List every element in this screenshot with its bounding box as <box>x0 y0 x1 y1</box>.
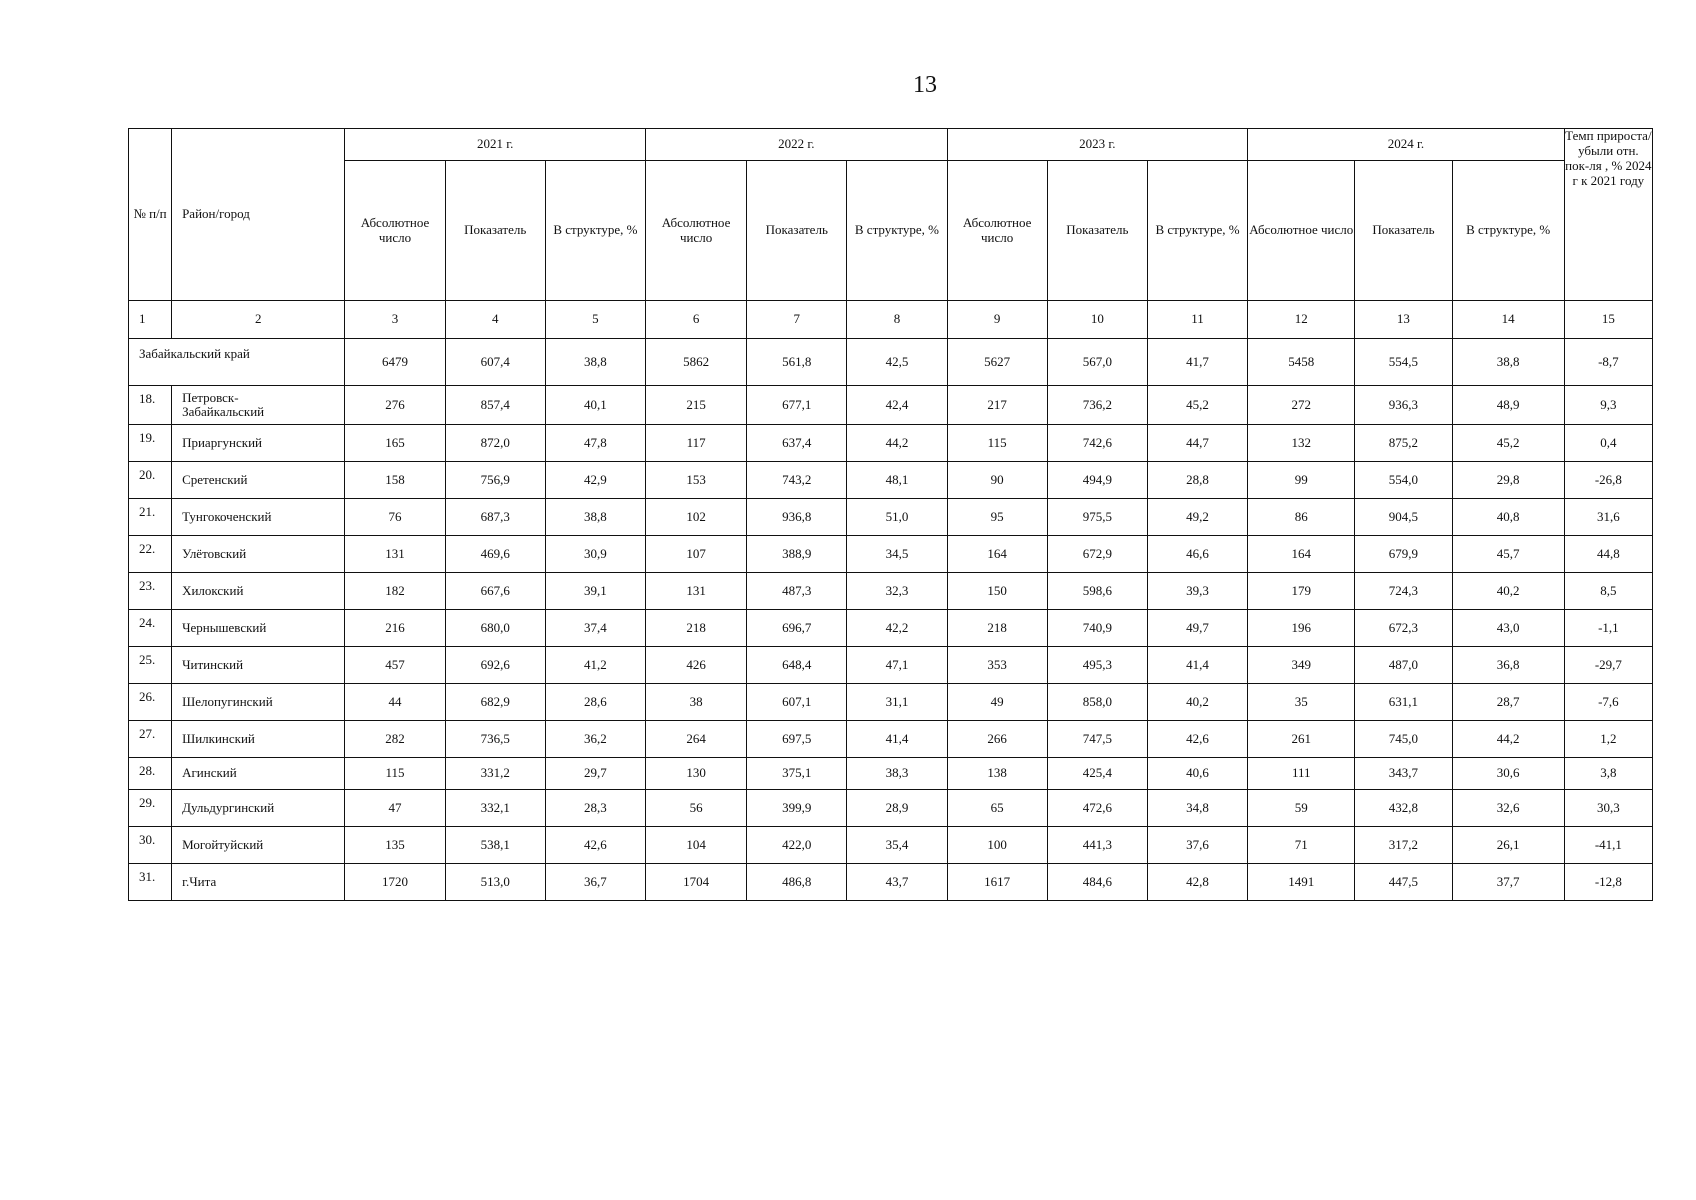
table-cell: 164 <box>947 536 1047 573</box>
table-cell: 40,2 <box>1452 573 1564 610</box>
table-cell: 276 <box>345 386 445 425</box>
table-cell: 42,9 <box>545 462 645 499</box>
column-number: 4 <box>445 301 545 339</box>
table-cell: 132 <box>1248 425 1355 462</box>
table-cell: -26,8 <box>1564 462 1652 499</box>
table-cell: 47,1 <box>847 647 947 684</box>
table-cell: 40,8 <box>1452 499 1564 536</box>
header-structure: В структуре, % <box>847 161 947 301</box>
column-number: 11 <box>1147 301 1247 339</box>
table-cell: 672,3 <box>1355 610 1452 647</box>
table-cell: 131 <box>345 536 445 573</box>
table-cell: 38,8 <box>545 499 645 536</box>
table-cell: 1704 <box>645 864 746 901</box>
table-cell: 28,6 <box>545 684 645 721</box>
row-number: 28. <box>129 758 172 790</box>
total-cell: 5458 <box>1248 339 1355 386</box>
table-cell: 742,6 <box>1047 425 1147 462</box>
header-structure: В структуре, % <box>1147 161 1247 301</box>
page-number: 13 <box>913 72 937 98</box>
table-cell: 76 <box>345 499 445 536</box>
table-cell: 102 <box>645 499 746 536</box>
table-cell: 45,2 <box>1147 386 1247 425</box>
total-cell: 38,8 <box>545 339 645 386</box>
header-growth-rate: Темп прироста/ убыли отн. пок-ля , % 2024 г к 2021 году <box>1564 129 1652 301</box>
table-cell: 28,8 <box>1147 462 1247 499</box>
table-cell: 44,2 <box>1452 721 1564 758</box>
table-cell: 182 <box>345 573 445 610</box>
table-cell: 349 <box>1248 647 1355 684</box>
table-cell: 745,0 <box>1355 721 1452 758</box>
district-name: Агинский <box>172 758 345 790</box>
total-cell: 6479 <box>345 339 445 386</box>
table-cell: 28,3 <box>545 790 645 827</box>
header-indicator: Показатель <box>747 161 847 301</box>
column-number: 6 <box>645 301 746 339</box>
table-row <box>129 536 1653 573</box>
table-cell: 56 <box>645 790 746 827</box>
table-cell: 332,1 <box>445 790 545 827</box>
district-name: Читинский <box>172 647 345 684</box>
table-cell: 115 <box>947 425 1047 462</box>
column-number: 1 <box>129 301 172 339</box>
header-indicator: Показатель <box>1047 161 1147 301</box>
table-row <box>129 790 1653 827</box>
table-cell: 9,3 <box>1564 386 1652 425</box>
table-cell: 37,7 <box>1452 864 1564 901</box>
row-number: 27. <box>129 721 172 758</box>
table-cell: -29,7 <box>1564 647 1652 684</box>
table-cell: 426 <box>645 647 746 684</box>
table-cell: 43,0 <box>1452 610 1564 647</box>
table-cell: 218 <box>947 610 1047 647</box>
table-body <box>129 386 1653 901</box>
table-cell: 680,0 <box>445 610 545 647</box>
table-cell: 736,2 <box>1047 386 1147 425</box>
table-cell: 457 <box>345 647 445 684</box>
header-year-2022: 2022 г. <box>645 129 947 161</box>
header-structure: В структуре, % <box>545 161 645 301</box>
table-cell: 164 <box>1248 536 1355 573</box>
table-cell: 47,8 <box>545 425 645 462</box>
table-cell: 45,7 <box>1452 536 1564 573</box>
column-number: 3 <box>345 301 445 339</box>
table-cell: 86 <box>1248 499 1355 536</box>
table-cell: 687,3 <box>445 499 545 536</box>
table-cell: 43,7 <box>847 864 947 901</box>
table-cell: 317,2 <box>1355 827 1452 864</box>
table-cell: 48,9 <box>1452 386 1564 425</box>
table-cell: 196 <box>1248 610 1355 647</box>
table-cell: 44 <box>345 684 445 721</box>
row-number: 21. <box>129 499 172 536</box>
table-cell: 648,4 <box>747 647 847 684</box>
table-cell: 682,9 <box>445 684 545 721</box>
table-cell: 637,4 <box>747 425 847 462</box>
table-cell: 724,3 <box>1355 573 1452 610</box>
table-cell: 104 <box>645 827 746 864</box>
table-cell: 29,8 <box>1452 462 1564 499</box>
row-number: 20. <box>129 462 172 499</box>
table-cell: 32,3 <box>847 573 947 610</box>
district-name: Улётовский <box>172 536 345 573</box>
table-cell: 31,6 <box>1564 499 1652 536</box>
table-cell: 153 <box>645 462 746 499</box>
table-cell: 422,0 <box>747 827 847 864</box>
table-cell: 28,9 <box>847 790 947 827</box>
total-cell: -8,7 <box>1564 339 1652 386</box>
table-cell: 41,2 <box>545 647 645 684</box>
table-cell: 672,9 <box>1047 536 1147 573</box>
table-cell: 49,2 <box>1147 499 1247 536</box>
table-cell: 59 <box>1248 790 1355 827</box>
table-cell: 30,3 <box>1564 790 1652 827</box>
row-number: 31. <box>129 864 172 901</box>
table-cell: 138 <box>947 758 1047 790</box>
table-cell: 472,6 <box>1047 790 1147 827</box>
table-cell: 99 <box>1248 462 1355 499</box>
table-cell: 90 <box>947 462 1047 499</box>
table-row <box>129 610 1653 647</box>
table-cell: 117 <box>645 425 746 462</box>
row-number: 18. <box>129 386 172 425</box>
table-cell: 747,5 <box>1047 721 1147 758</box>
table-cell: 936,8 <box>747 499 847 536</box>
column-number: 15 <box>1564 301 1652 339</box>
table-cell: 697,5 <box>747 721 847 758</box>
district-name: Сретенский <box>172 462 345 499</box>
table-cell: 736,5 <box>445 721 545 758</box>
row-number: 25. <box>129 647 172 684</box>
column-number: 8 <box>847 301 947 339</box>
table-cell: 45,2 <box>1452 425 1564 462</box>
table-cell: 38,3 <box>847 758 947 790</box>
table-cell: 131 <box>645 573 746 610</box>
table-cell: 179 <box>1248 573 1355 610</box>
header-indicator: Показатель <box>1355 161 1452 301</box>
table-cell: 40,1 <box>545 386 645 425</box>
table-cell: 46,6 <box>1147 536 1247 573</box>
table-cell: -7,6 <box>1564 684 1652 721</box>
header-year-2021: 2021 г. <box>345 129 646 161</box>
district-name: Петровск- Забайкальский <box>172 386 345 425</box>
table-cell: 469,6 <box>445 536 545 573</box>
table-row <box>129 573 1653 610</box>
total-cell: 38,8 <box>1452 339 1564 386</box>
table-cell: 261 <box>1248 721 1355 758</box>
table-cell: 554,0 <box>1355 462 1452 499</box>
table-cell: 218 <box>645 610 746 647</box>
table-cell: -1,1 <box>1564 610 1652 647</box>
table-cell: 975,5 <box>1047 499 1147 536</box>
total-cell: 567,0 <box>1047 339 1147 386</box>
table-cell: 343,7 <box>1355 758 1452 790</box>
table-cell: 282 <box>345 721 445 758</box>
table-cell: 513,0 <box>445 864 545 901</box>
table-cell: 44,7 <box>1147 425 1247 462</box>
total-cell: 41,7 <box>1147 339 1247 386</box>
table-cell: 8,5 <box>1564 573 1652 610</box>
table-cell: 35 <box>1248 684 1355 721</box>
table-cell: 740,9 <box>1047 610 1147 647</box>
table-cell: 272 <box>1248 386 1355 425</box>
table-cell: 598,6 <box>1047 573 1147 610</box>
table-cell: 936,3 <box>1355 386 1452 425</box>
row-number: 30. <box>129 827 172 864</box>
table-cell: 667,6 <box>445 573 545 610</box>
header-number: № п/п <box>129 129 172 301</box>
table-cell: 1617 <box>947 864 1047 901</box>
table-cell: 743,2 <box>747 462 847 499</box>
district-name: Шилкинский <box>172 721 345 758</box>
table-cell: 39,3 <box>1147 573 1247 610</box>
table-cell: 1720 <box>345 864 445 901</box>
statistics-table <box>128 128 1653 901</box>
column-number: 5 <box>545 301 645 339</box>
row-number: 19. <box>129 425 172 462</box>
table-row <box>129 462 1653 499</box>
table-cell: 26,1 <box>1452 827 1564 864</box>
table-row <box>129 499 1653 536</box>
table-cell: 1491 <box>1248 864 1355 901</box>
column-number: 7 <box>747 301 847 339</box>
table-cell: 34,8 <box>1147 790 1247 827</box>
table-row <box>129 684 1653 721</box>
table-cell: 135 <box>345 827 445 864</box>
table-row <box>129 425 1653 462</box>
table-cell: 484,6 <box>1047 864 1147 901</box>
table-row <box>129 721 1653 758</box>
column-number: 10 <box>1047 301 1147 339</box>
table-cell: 375,1 <box>747 758 847 790</box>
table-cell: 487,0 <box>1355 647 1452 684</box>
table-cell: 875,2 <box>1355 425 1452 462</box>
row-number: 22. <box>129 536 172 573</box>
table-cell: 858,0 <box>1047 684 1147 721</box>
table-cell: 264 <box>645 721 746 758</box>
table-cell: 31,1 <box>847 684 947 721</box>
table-cell: 487,3 <box>747 573 847 610</box>
table-row <box>129 647 1653 684</box>
table-cell: 692,6 <box>445 647 545 684</box>
total-name: Забайкальский край <box>129 339 345 386</box>
table-cell: 425,4 <box>1047 758 1147 790</box>
column-number: 9 <box>947 301 1047 339</box>
table-cell: 756,9 <box>445 462 545 499</box>
total-row <box>129 339 1653 386</box>
table-cell: 107 <box>645 536 746 573</box>
table-row <box>129 386 1653 425</box>
table-cell: 42,6 <box>1147 721 1247 758</box>
header-structure: В структуре, % <box>1452 161 1564 301</box>
table-cell: 36,8 <box>1452 647 1564 684</box>
table-cell: 30,6 <box>1452 758 1564 790</box>
table-cell: 42,4 <box>847 386 947 425</box>
row-number: 24. <box>129 610 172 647</box>
table-cell: 48,1 <box>847 462 947 499</box>
header-district: Район/город <box>172 129 345 301</box>
table-cell: 130 <box>645 758 746 790</box>
table-cell: 37,4 <box>545 610 645 647</box>
table-cell: 486,8 <box>747 864 847 901</box>
column-number: 13 <box>1355 301 1452 339</box>
header-absolute: Абсолютное число <box>645 161 746 301</box>
total-cell: 42,5 <box>847 339 947 386</box>
table-cell: 47 <box>345 790 445 827</box>
district-name: г.Чита <box>172 864 345 901</box>
table-cell: 42,8 <box>1147 864 1247 901</box>
table-cell: 40,2 <box>1147 684 1247 721</box>
table-cell: 538,1 <box>445 827 545 864</box>
table-cell: 266 <box>947 721 1047 758</box>
column-number: 14 <box>1452 301 1564 339</box>
total-cell: 554,5 <box>1355 339 1452 386</box>
table-cell: 441,3 <box>1047 827 1147 864</box>
header-indicator: Показатель <box>445 161 545 301</box>
row-number: 26. <box>129 684 172 721</box>
table-cell: 631,1 <box>1355 684 1452 721</box>
table-row <box>129 827 1653 864</box>
table-cell: 36,7 <box>545 864 645 901</box>
table-cell: 34,5 <box>847 536 947 573</box>
table-cell: 331,2 <box>445 758 545 790</box>
district-name: Могойтуйский <box>172 827 345 864</box>
district-name: Тунгокоченский <box>172 499 345 536</box>
table-cell: 399,9 <box>747 790 847 827</box>
table-cell: 111 <box>1248 758 1355 790</box>
district-name: Шелопугинский <box>172 684 345 721</box>
district-name: Дульдургинский <box>172 790 345 827</box>
table-cell: 495,3 <box>1047 647 1147 684</box>
table-cell: 38 <box>645 684 746 721</box>
row-number: 29. <box>129 790 172 827</box>
table-cell: 216 <box>345 610 445 647</box>
table-cell: 42,2 <box>847 610 947 647</box>
total-cell: 5627 <box>947 339 1047 386</box>
table-cell: 215 <box>645 386 746 425</box>
district-name: Чернышевский <box>172 610 345 647</box>
column-number: 12 <box>1248 301 1355 339</box>
table-cell: 150 <box>947 573 1047 610</box>
table-cell: 432,8 <box>1355 790 1452 827</box>
table-cell: 36,2 <box>545 721 645 758</box>
table-cell: 447,5 <box>1355 864 1452 901</box>
total-cell: 561,8 <box>747 339 847 386</box>
table-cell: 41,4 <box>1147 647 1247 684</box>
header-absolute: Абсолютное число <box>345 161 445 301</box>
table-cell: 3,8 <box>1564 758 1652 790</box>
total-cell: 607,4 <box>445 339 545 386</box>
header-year-2023: 2023 г. <box>947 129 1248 161</box>
district-name: Хилокский <box>172 573 345 610</box>
table-cell: 41,4 <box>847 721 947 758</box>
table-cell: 679,9 <box>1355 536 1452 573</box>
table-cell: 49 <box>947 684 1047 721</box>
total-cell: 5862 <box>645 339 746 386</box>
table-cell: 115 <box>345 758 445 790</box>
table-cell: 100 <box>947 827 1047 864</box>
table-cell: 44,8 <box>1564 536 1652 573</box>
table-cell: -12,8 <box>1564 864 1652 901</box>
table-cell: 494,9 <box>1047 462 1147 499</box>
table-row <box>129 758 1653 790</box>
column-number: 2 <box>172 301 345 339</box>
header-absolute: Абсолютное число <box>1248 161 1355 301</box>
table-cell: 165 <box>345 425 445 462</box>
table-cell: 0,4 <box>1564 425 1652 462</box>
table-cell: 388,9 <box>747 536 847 573</box>
table-cell: 95 <box>947 499 1047 536</box>
table-cell: 696,7 <box>747 610 847 647</box>
table-cell: 32,6 <box>1452 790 1564 827</box>
table-cell: 1,2 <box>1564 721 1652 758</box>
table-cell: 857,4 <box>445 386 545 425</box>
column-numbers-row <box>129 301 1653 339</box>
table-cell: 65 <box>947 790 1047 827</box>
table-cell: 44,2 <box>847 425 947 462</box>
table-cell: 29,7 <box>545 758 645 790</box>
table-cell: 607,1 <box>747 684 847 721</box>
table-cell: 71 <box>1248 827 1355 864</box>
table-cell: 158 <box>345 462 445 499</box>
table-cell: 217 <box>947 386 1047 425</box>
table-cell: 872,0 <box>445 425 545 462</box>
table-cell: 40,6 <box>1147 758 1247 790</box>
table-cell: 904,5 <box>1355 499 1452 536</box>
table-cell: 49,7 <box>1147 610 1247 647</box>
table-cell: 42,6 <box>545 827 645 864</box>
table-cell: 353 <box>947 647 1047 684</box>
table-cell: 37,6 <box>1147 827 1247 864</box>
header-absolute: Абсолютное число <box>947 161 1047 301</box>
table-cell: 677,1 <box>747 386 847 425</box>
table-cell: 28,7 <box>1452 684 1564 721</box>
table-row <box>129 864 1653 901</box>
table-cell: -41,1 <box>1564 827 1652 864</box>
row-number: 23. <box>129 573 172 610</box>
table-cell: 51,0 <box>847 499 947 536</box>
table-cell: 30,9 <box>545 536 645 573</box>
district-name: Приаргунский <box>172 425 345 462</box>
header-year-2024: 2024 г. <box>1248 129 1565 161</box>
table-cell: 35,4 <box>847 827 947 864</box>
table-cell: 39,1 <box>545 573 645 610</box>
